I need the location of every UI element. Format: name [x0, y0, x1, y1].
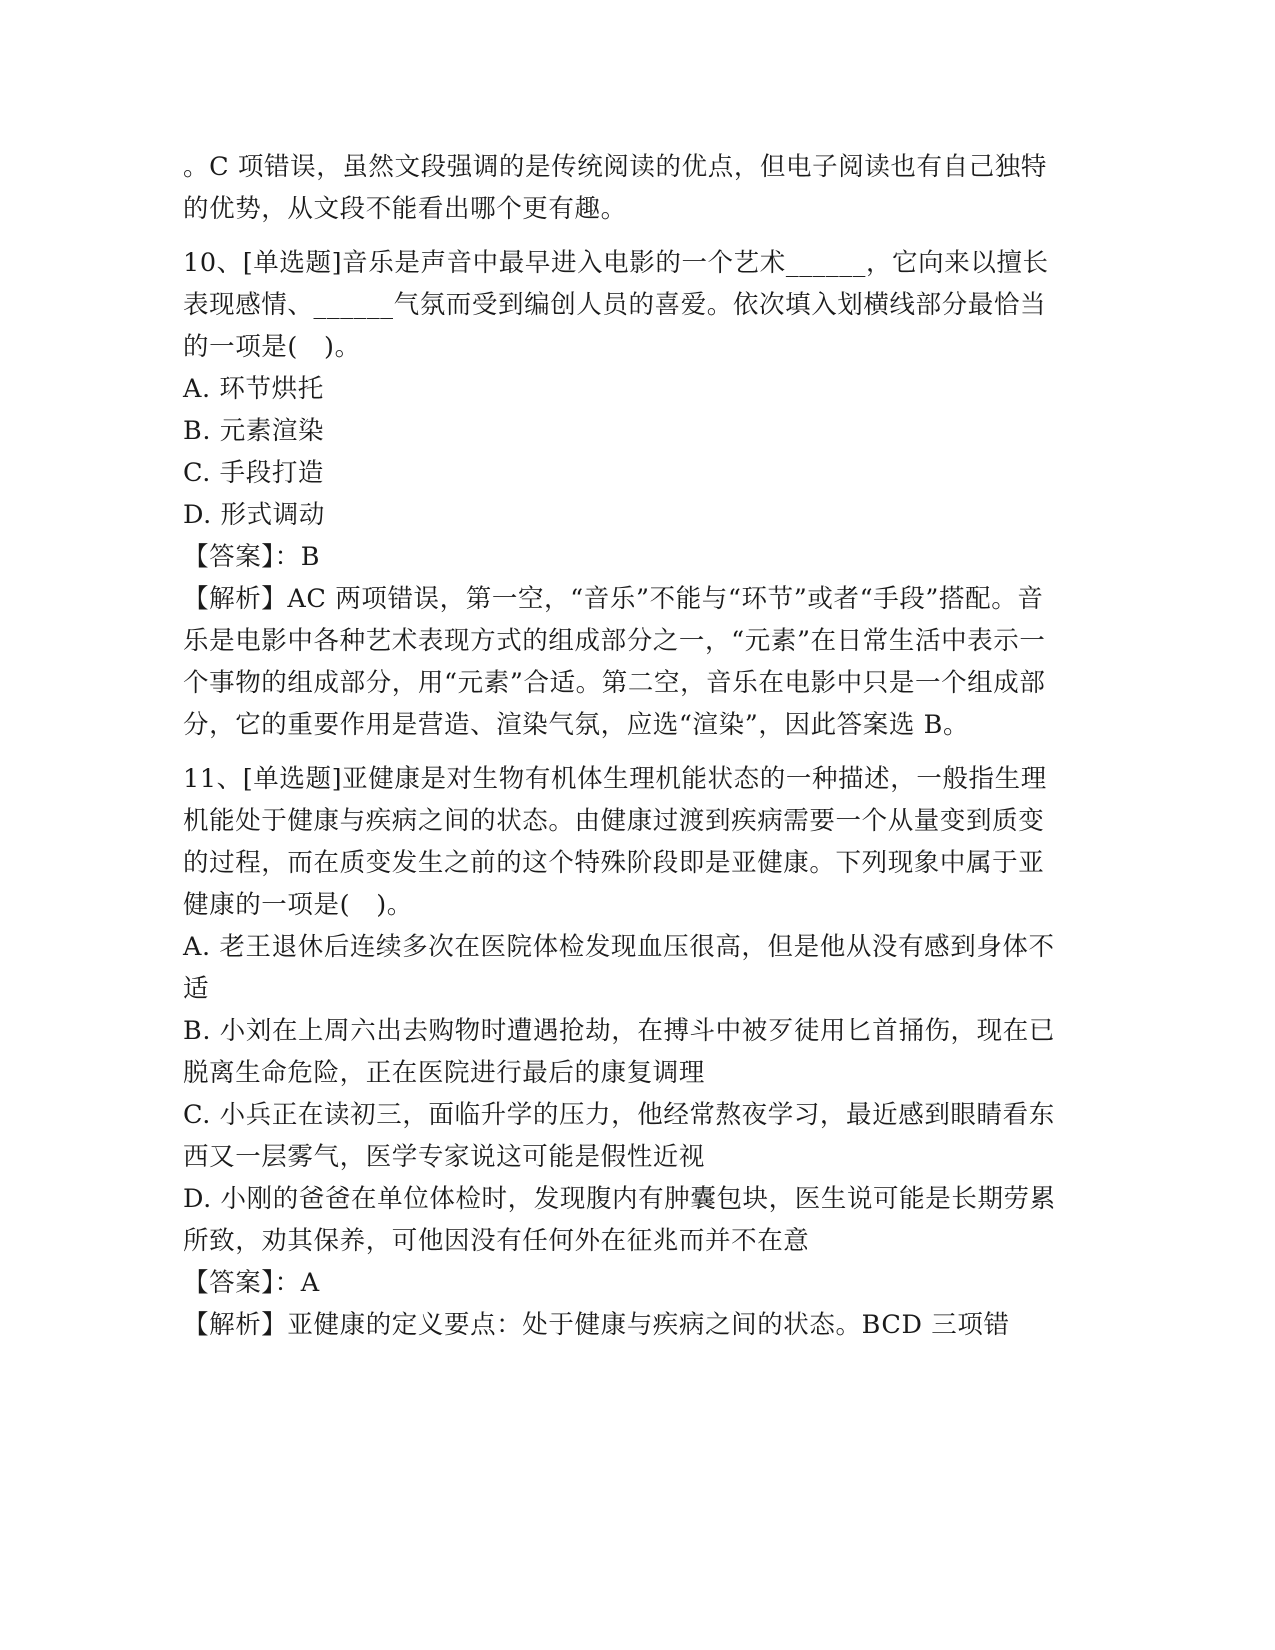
analysis-text: AC 两项错误，第一空，“音乐”不能与“环节”或者“手段”搭配。音乐是电影中各种艺术表现方式的组成部分之一，“元素”在日常生活中表示一个事物的组成部分，用“元素”合适。第二空，音乐在电影中只是一个组成部分，它的重要作用是营造、渲染气氛，应选“渲染”，因此答案选 B。: [183, 584, 1046, 740]
question-10-option-a: A. 环节烘托: [183, 374, 324, 404]
document-page: [183, 146, 1063, 1346]
answer-label: 【答案】：: [183, 542, 301, 572]
analysis-label: 【解析】: [183, 584, 288, 614]
question-10-stem: 10、[单选题]音乐是声音中最早进入电影的一个艺术______，它向来以擅长表现感情、______气氛而受到编创人员的喜爱。依次填入划横线部分最恰当的一项是( )。: [183, 248, 1049, 362]
question-11-answer: [183, 1262, 1063, 1304]
question-11: [183, 758, 1063, 1346]
question-10-answer: [183, 536, 1063, 578]
spacer: [183, 746, 1063, 758]
previous-explanation-text: 。C 项错误，虽然文段强调的是传统阅读的优点，但电子阅读也有自己独特的优势，从文段不能看出哪个更有趣。: [183, 152, 1048, 224]
question-11-option-c: C. 小兵正在读初三，面临升学的压力，他经常熬夜学习，最近感到眼睛看东西又一层雾气，医学专家说这可能是假性近视: [183, 1100, 1055, 1172]
question-11-stem: 11、[单选题]亚健康是对生物有机体生理机能状态的一种描述，一般指生理机能处于健康与疾病之间的状态。由健康过渡到疾病需要一个从量变到质变的过程，而在质变发生之前的这个特殊阶段即是亚健康。下列现象中属于亚健康的一项是( )。: [183, 764, 1047, 920]
answer-label: 【答案】：: [183, 1268, 301, 1298]
question-10-option-d: D. 形式调动: [183, 500, 325, 530]
question-10-option-b: B. 元素渲染: [183, 416, 325, 446]
question-11-option-b: B. 小刘在上周六出去购物时遭遇抢劫，在搏斗中被歹徒用匕首捅伤，现在已脱离生命危险，正在医院进行最后的康复调理: [183, 1016, 1055, 1088]
spacer: [183, 230, 1063, 242]
question-10-analysis: [183, 578, 1063, 746]
question-11-option-a: A. 老王退休后连续多次在医院体检发现血压很高，但是他从没有感到身体不适: [183, 932, 1055, 1004]
answer-value: A: [300, 1268, 320, 1298]
analysis-text: 亚健康的定义要点：处于健康与疾病之间的状态。BCD 三项错: [287, 1310, 1010, 1340]
question-10: [183, 242, 1063, 746]
answer-value: B: [300, 542, 321, 572]
previous-explanation: [183, 146, 1063, 230]
question-11-analysis: [183, 1304, 1063, 1346]
question-11-option-d: D. 小刚的爸爸在单位体检时，发现腹内有肿囊包块，医生说可能是长期劳累所致，劝其保养，可他因没有任何外在征兆而并不在意: [183, 1184, 1056, 1256]
question-10-option-c: C. 手段打造: [183, 458, 325, 488]
analysis-label: 【解析】: [183, 1310, 288, 1340]
